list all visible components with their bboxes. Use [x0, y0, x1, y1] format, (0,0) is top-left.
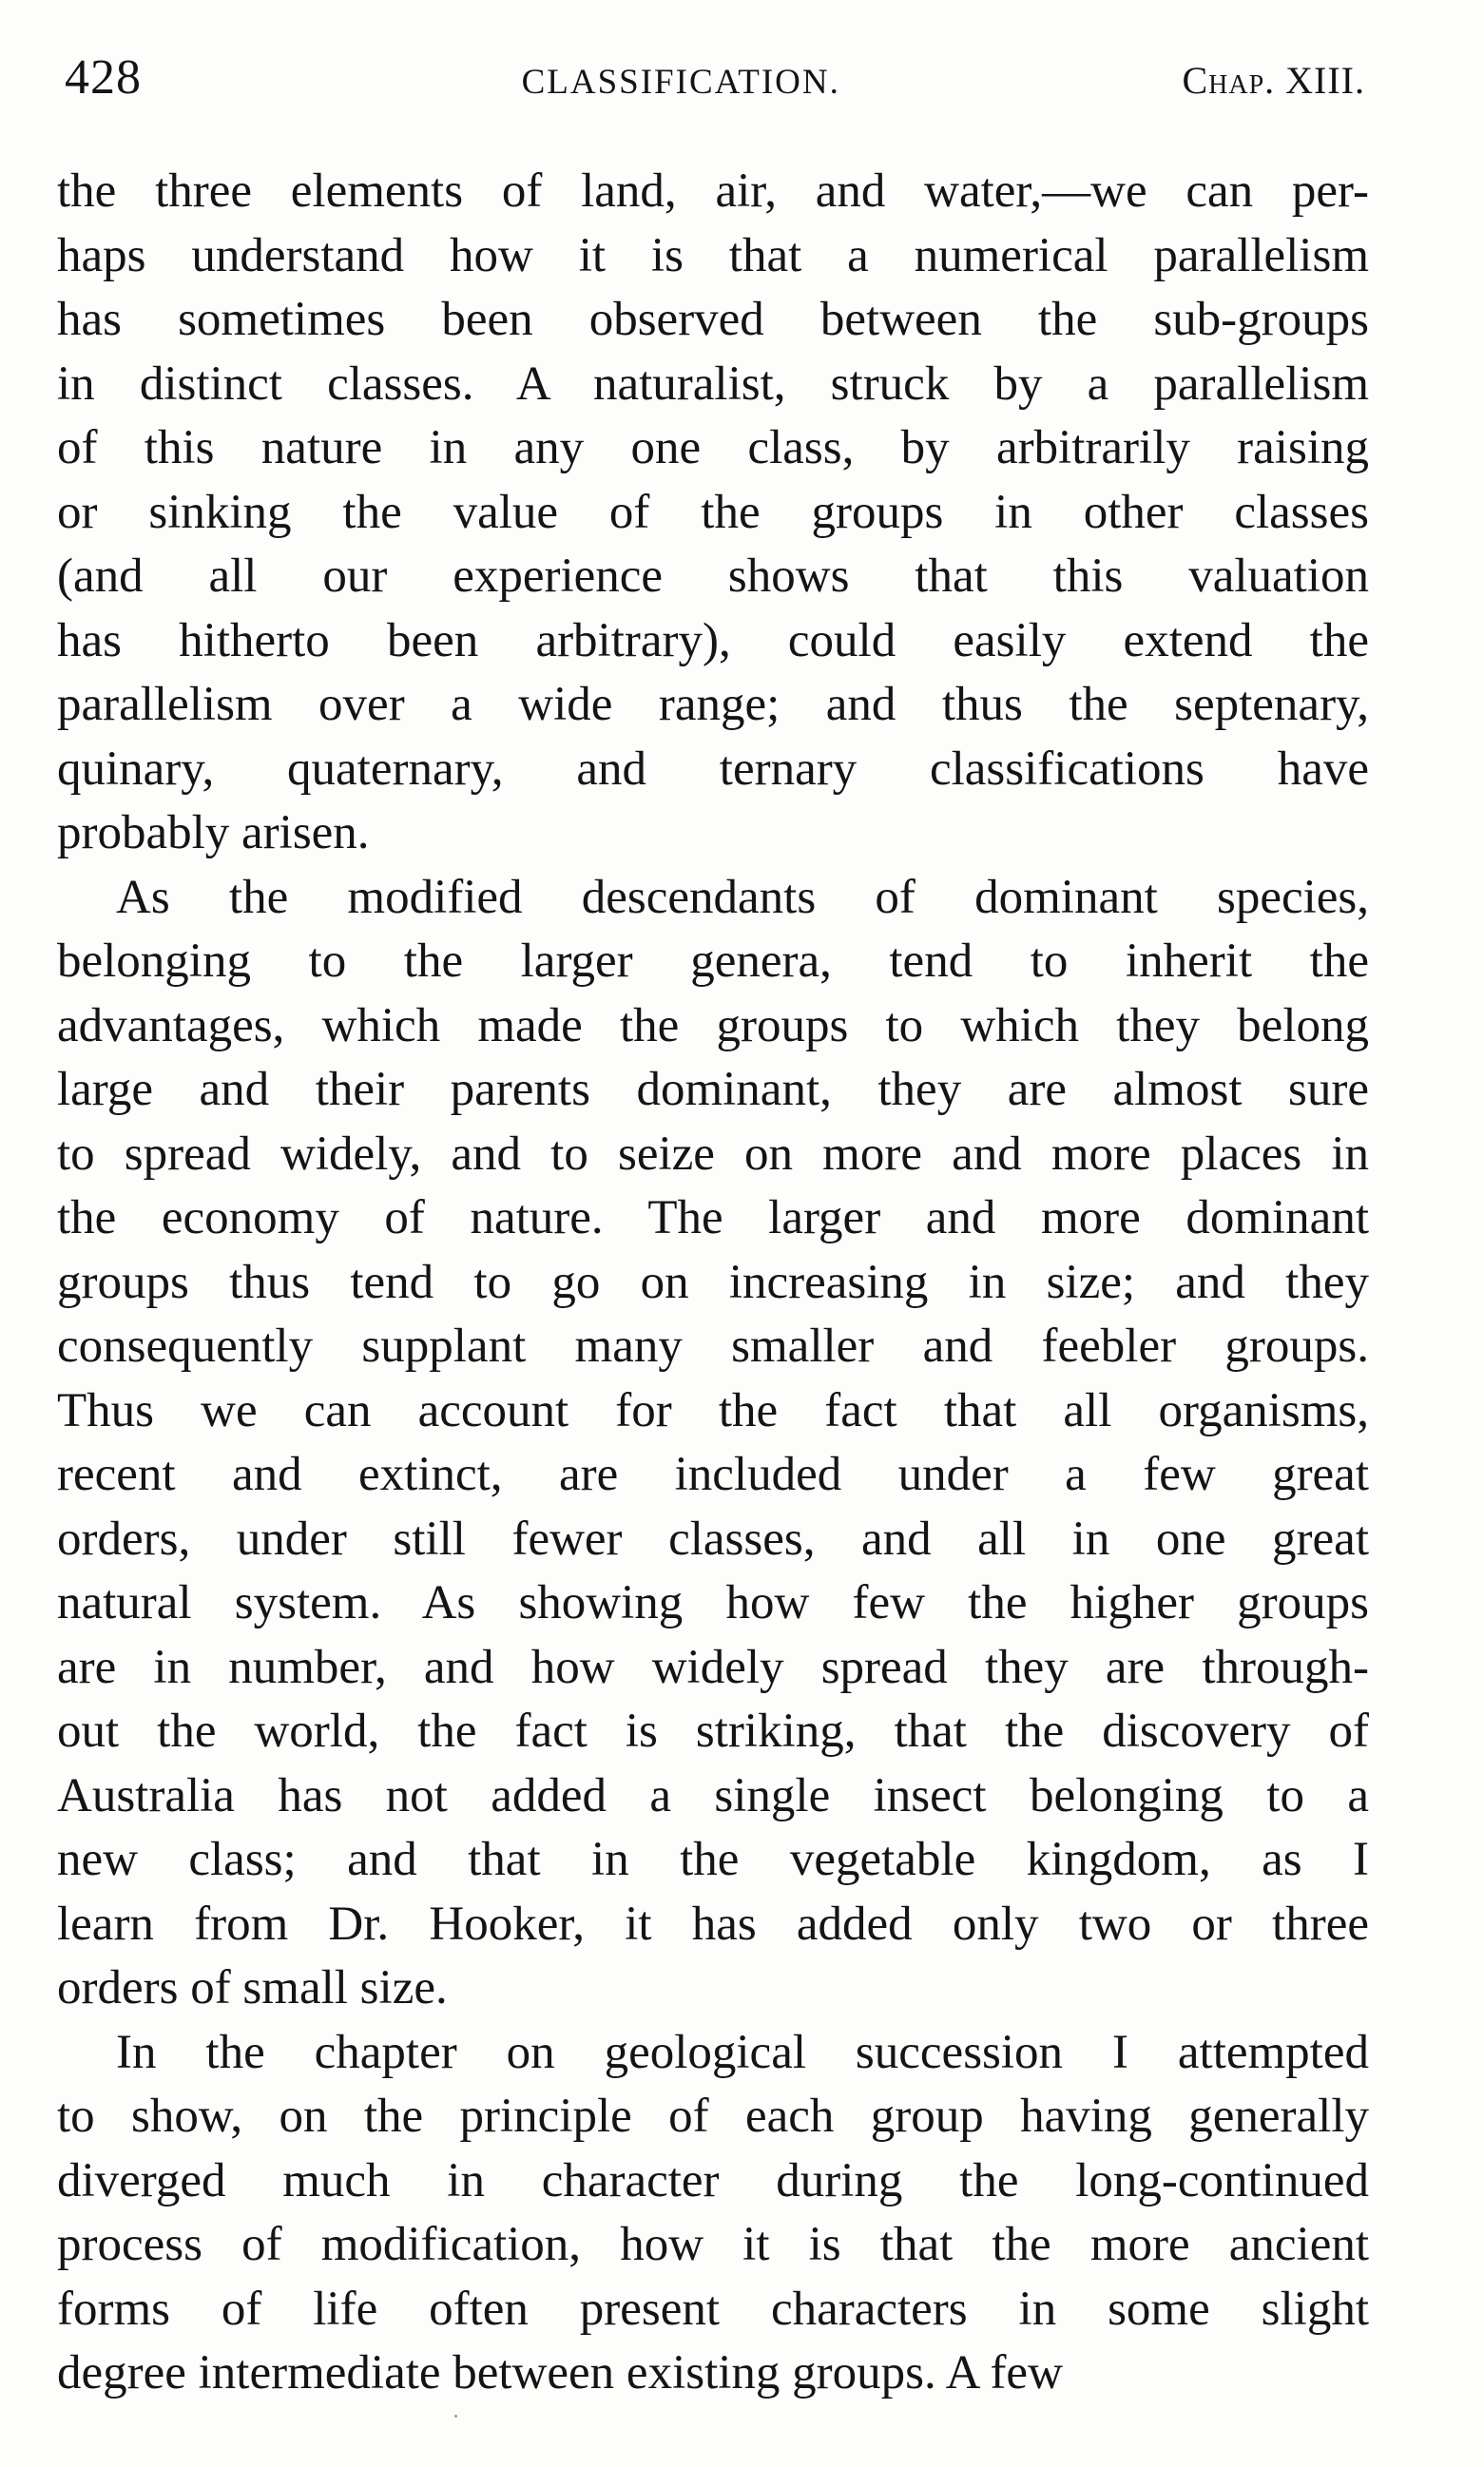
paragraph: [57, 160, 1369, 866]
text-line: quinary, quaternary, and ternary classifications have: [57, 742, 1369, 796]
text-line: degree intermediate between existing groups. A few: [57, 2346, 1063, 2400]
body-text: [57, 160, 1369, 2406]
text-line: groups thus tend to go on increasing in size; and they: [57, 1255, 1369, 1309]
text-line: has hitherto been arbitrary), could easily extend the: [57, 613, 1369, 667]
text-line: the three elements of land, air, and water,—we can per-: [57, 164, 1369, 218]
text-line: new class; and that in the vegetable kingdom, as I: [57, 1833, 1369, 1886]
text-line: process of modification, how it is that the more ancient: [57, 2218, 1369, 2271]
text-line: consequently supplant many smaller and feebler groups.: [57, 1320, 1369, 1373]
text-line: haps understand how it is that a numerical parallelism: [57, 228, 1369, 282]
text-line: to show, on the principle of each group having generally: [57, 2090, 1369, 2143]
print-speck: [454, 2415, 457, 2418]
text-line: natural system. As showing how few the higher groups: [57, 1576, 1369, 1629]
running-title: CLASSIFICATION.: [521, 63, 840, 102]
text-line: of this nature in any one class, by arbitrarily raising: [57, 421, 1369, 474]
text-line: parallelism over a wide range; and thus the septenary,: [57, 678, 1369, 731]
chapter-reference: Chap. XIII.: [1182, 59, 1365, 102]
text-line: learn from Dr. Hooker, it has added only two or three: [57, 1897, 1369, 1951]
text-line: are in number, and how widely spread they are through-: [57, 1640, 1369, 1694]
text-line: out the world, the fact is striking, that the discovery of: [57, 1705, 1369, 1758]
text-line: belonging to the larger genera, tend to inherit the: [57, 935, 1369, 988]
text-line: has sometimes been observed between the sub-groups: [57, 293, 1369, 346]
text-line: orders of small size.: [57, 1961, 448, 2014]
text-line: forms of life often present characters in some slight: [57, 2282, 1369, 2336]
text-line: in distinct classes. A naturalist, struck by a parallelism: [57, 357, 1369, 411]
text-line: the economy of nature. The larger and more dominant: [57, 1191, 1369, 1244]
paragraph: [57, 2021, 1369, 2406]
text-line: orders, under still fewer classes, and all in one great: [57, 1512, 1369, 1566]
running-head: [65, 49, 1365, 116]
text-line: probably arisen.: [57, 806, 370, 859]
text-line: Thus we can account for the fact that all organisms,: [57, 1383, 1369, 1437]
text-line: large and their parents dominant, they are almost sure: [57, 1063, 1369, 1116]
text-line: In the chapter on geological succession I attempted: [116, 2025, 1369, 2079]
text-line: Australia has not added a single insect belonging to a: [57, 1768, 1369, 1822]
text-line: As the modified descendants of dominant species,: [116, 870, 1369, 924]
text-line: to spread widely, and to seize on more and more places in: [57, 1127, 1369, 1181]
paragraph: [57, 866, 1369, 2021]
text-line: diverged much in character during the long-continued: [57, 2153, 1369, 2207]
text-line: recent and extinct, are included under a few great: [57, 1448, 1369, 1501]
text-line: (and all our experience shows that this valuation: [57, 549, 1369, 603]
page-number: 428: [65, 50, 142, 105]
text-line: advantages, which made the groups to which they belong: [57, 998, 1369, 1052]
text-line: or sinking the value of the groups in other classes: [57, 485, 1369, 539]
